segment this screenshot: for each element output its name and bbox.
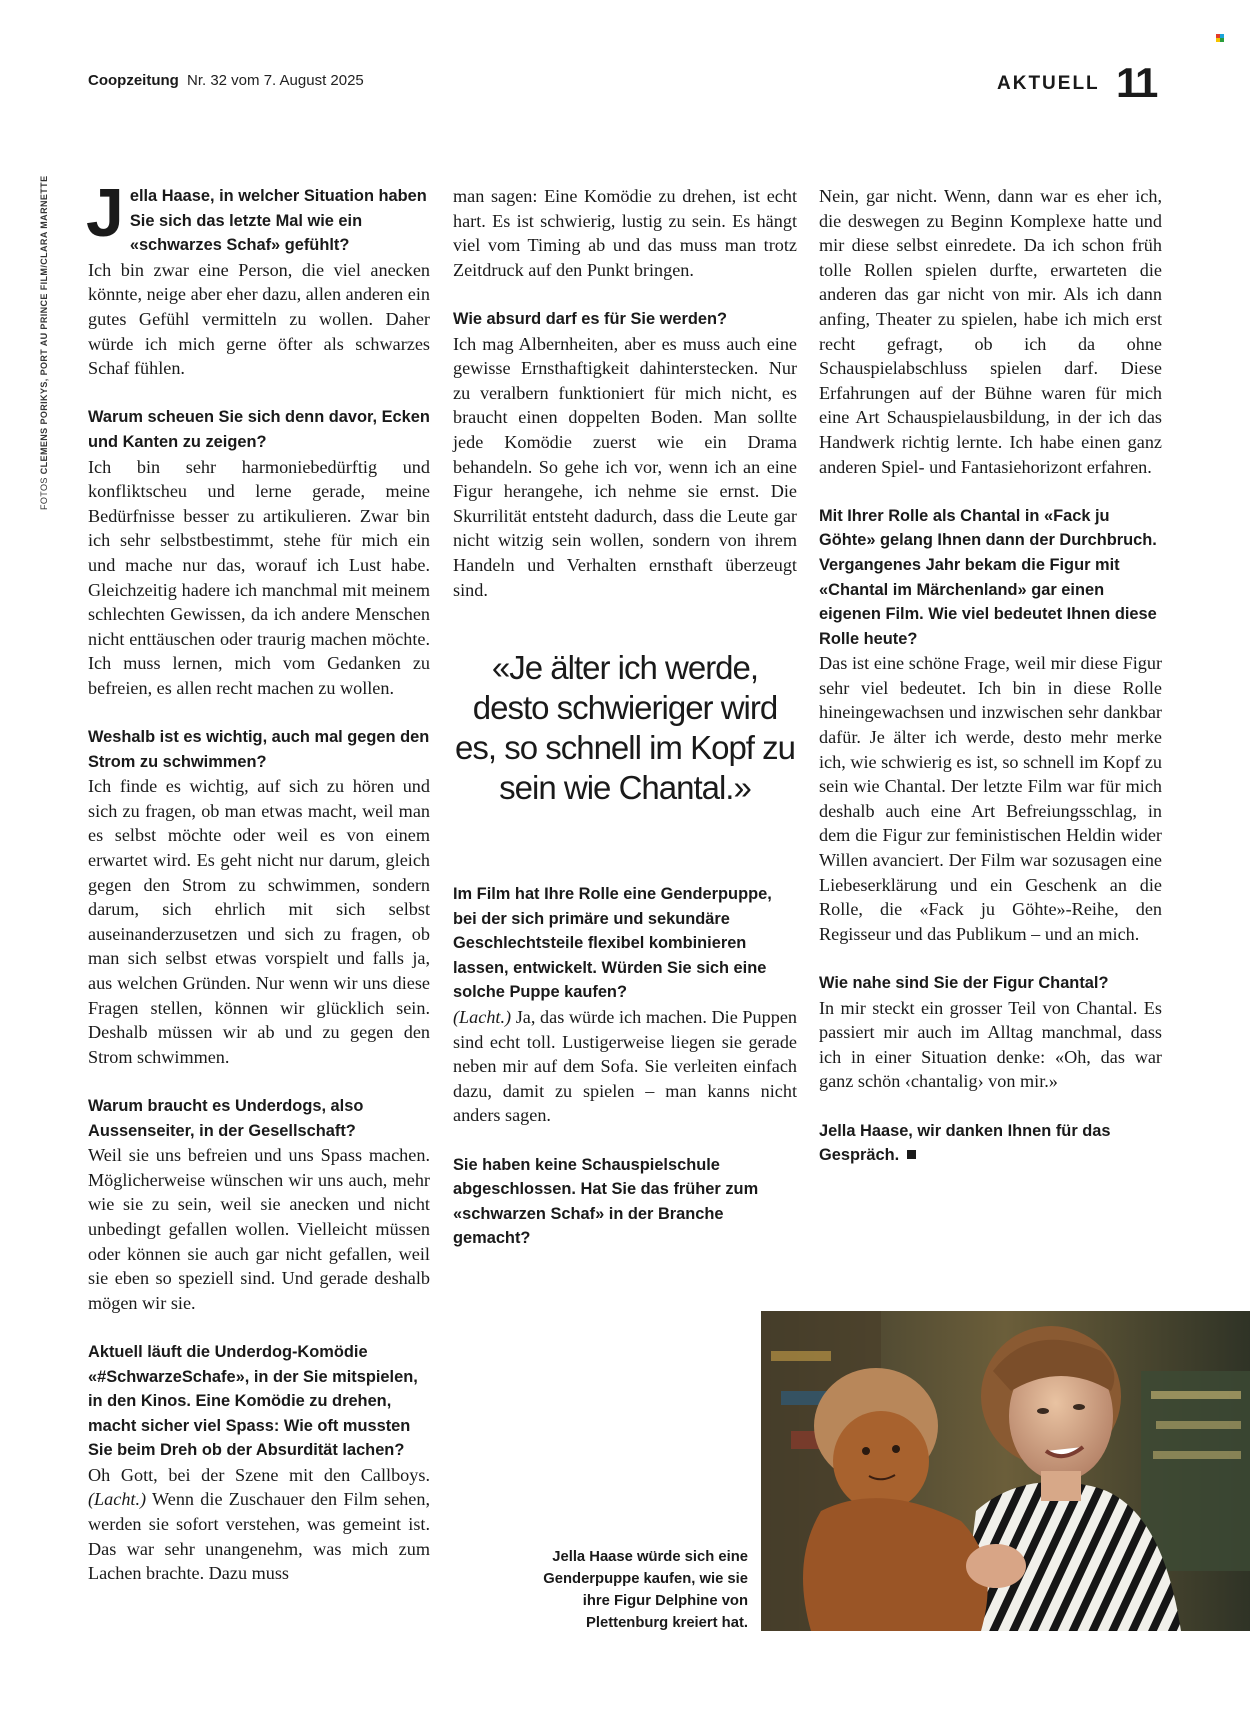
answer-6: Ich mag Albernheiten, aber es muss auch eine gewisse Ernsthaftigkeit dahinterstecken. Nur zu veralbern funktioniert für mich nicht, es braucht einen doppelten Boden. Man sollte jede Komödie zuerst wie ein Drama behandeln. So gehe ich vor, wenn ich an eine Figur herangehe, ich nehme sie ernst. Die Skurrilität entsteht dadurch, dass die Leute gar nicht witzig sein wollen, sondern von ihrem Handeln und Verhalten ernsthaft überzeugt sind. — [453, 333, 797, 600]
closing-text: Jella Haase, wir danken Ihnen für das Gespräch. — [819, 1121, 1111, 1165]
photo-credit-label: FOTOS — [39, 477, 49, 510]
article-column-2 — [453, 184, 797, 627]
article-column-2-lower — [453, 882, 797, 1251]
question-10: Wie nahe sind Sie der Figur Chantal? — [819, 974, 1109, 992]
answer-7 — [453, 1005, 797, 1128]
publication-name: Coopzeitung — [88, 72, 179, 89]
section-title: AKTUELL — [997, 73, 1100, 94]
article-column-1 — [86, 175, 430, 1586]
drop-cap: J — [86, 175, 124, 251]
article-column-3 — [819, 184, 1162, 1168]
question-5: Aktuell läuft die Underdog-Komödie «#SchwarzeSchafe», in der Sie mitspielen, in den Kinos. Eine Komödie zu drehen, macht sicher viel Spass: Wie oft mussten Sie beim Dreh ob der Absurdität lachen? — [88, 1342, 418, 1460]
question-7: Im Film hat Ihre Rolle eine Genderpuppe, bei der sich primäre und sekundäre Geschlechtsteile flexibel kombinieren lassen, entwickelt. Würden Sie sich eine solche Puppe kaufen? — [453, 885, 772, 1002]
answer-5-text-a: Oh Gott, bei der Szene mit den Callboys. — [88, 1464, 430, 1485]
pull-quote: «Je älter ich werde, desto schwieriger wird es, so schnell im Kopf zu sein wie Chantal.» — [455, 649, 795, 806]
intro-question-text: ella Haase, in welcher Situation haben Sie sich das letzte Mal wie ein «schwarzes Schaf» gefühlt? — [129, 187, 427, 255]
question-3: Weshalb ist es wichtig, auch mal gegen den Strom zu schwimmen? — [88, 728, 430, 771]
answer-7-text: Ja, das würde ich machen. Die Puppen sind echt toll. Lustigerweise liegen sie gerade neben mir auf dem Sofa. Sie verleiten einfach dazu, damit zu spielen – man kanns nicht anders sagen. — [453, 1006, 797, 1126]
answer-5 — [88, 1463, 430, 1586]
question-2: Warum scheuen Sie sich denn davor, Ecken und Kanten zu zeigen? — [88, 408, 430, 451]
end-mark-icon — [907, 1150, 916, 1159]
article-photo — [761, 1311, 1250, 1631]
answer-9: Das ist eine schöne Frage, weil mir diese Figur sehr viel bedeutet. Ich bin in diese Rolle hineingewachsen und inzwischen sehr dankbar dafür. Je älter ich werde, desto mehr merke ich, wie schwierig es ist, so schnell im Kopf zu sein wie Chantal. Der letzte Film war für mich deshalb auch eine Art Befreiungsschlag, in dem die Figur zur feministischen Heldin wider Willen avanciert. Der Film war sozusagen eine Liebeserklärung und ein Geschenk an die Rolle, die «Fack ju Göhte»-Reihe, den Regisseur und das Publikum – und an mich. — [819, 653, 1162, 944]
question-8: Sie haben keine Schauspielschule abgeschlossen. Hat Sie das früher zum «schwarzen Schaf» in der Branche gemacht? — [453, 1155, 759, 1248]
answer-4: Weil sie uns befreien und uns Spass machen. Möglicherweise wünschen wir uns auch, mehr wie sie zu sein, weil sie anecken und nicht unbedingt gefallen wollen. Vielleicht müssen oder können sie auch gar nicht gefallen, weil sie eben so speziell sind. Und gerade deshalb mögen wir sie. — [88, 1145, 430, 1313]
photo-caption: Jella Haase würde sich eine Genderpuppe kaufen, wie sie ihre Figur Delphine von Plettenburg kreiert hat. — [543, 1549, 748, 1631]
answer-10: In mir steckt ein grosser Teil von Chantal. Es passiert mir auch im Alltag manchmal, dass ich in einer Situation denke: «Oh, das war ganz schön ‹chantalig› von mir.» — [819, 997, 1162, 1092]
intro-question — [86, 175, 430, 258]
answer-8: Nein, gar nicht. Wenn, dann war es eher ich, die deswegen zu Beginn Komplexe hatte und mir diese selbst einredete. Da ich schon früh tolle Rollen spielen durfte, erwarteten die anderen das gar nicht von mir. Als ich dann anfing, Theater zu spielen, habe ich mich erst recht gefragt, ob ich da ohne Schauspielabschluss spielen darf. Diese Erfahrungen auf der Bühne waren für mich eine Art Schauspielausbildung, in der ich das Handwerk richtig lernte. Ich habe einen ganz anderen Spiel- und Fantasiehorizont erfahren. — [819, 186, 1162, 477]
answer-3: Ich finde es wichtig, auf sich zu hören und sich zu fragen, ob man etwas macht, weil man es selbst möchte oder weil es von einem erwartet wird. Es geht nicht nur darum, gleich gegen den Strom zu schwimmen, sondern darum, sich ehrlich mit sich selbst auseinanderzusetzen und sich zu fragen, ob man sich selbst etwas vorspielt und falls ja, aus welchen Gründen. Nur wenn wir uns diese Fragen stellen, können wir glücklich sein. Deshalb müssen wir ab und zu gegen den Strom schwimmen. — [88, 776, 430, 1067]
answer-5-italic: (Lacht.) — [88, 1489, 147, 1510]
page-number: 11 — [1116, 59, 1157, 106]
answer-5-continued: man sagen: Eine Komödie zu drehen, ist echt hart. Es ist schwierig, lustig zu sein. Es hängt viel vom Timing ab und das muss man trotz Zeitdruck auf den Punkt bringen. — [453, 186, 797, 280]
closing-line — [819, 1119, 1162, 1168]
answer-7-italic: (Lacht.) — [453, 1006, 512, 1027]
answer-2: Ich bin sehr harmoniebedürftig und konfliktscheu und lerne gerade, meine Bedürfnisse besser zu artikulieren. Zwar bin ich sehr selbstbestimmt, stehe für mich ein und mache nur das, worauf ich Lust habe. Gleichzeitig hadere ich manchmal mit meinem schlechten Gewissen, da ich andere Menschen nicht enttäuschen oder traurig machen möchte. Ich muss lernen, mich vom Gedanken zu befreien, es allen recht machen zu wollen. — [88, 456, 430, 698]
question-4: Warum braucht es Underdogs, also Aussenseiter, in der Gesellschaft? — [88, 1096, 364, 1140]
question-6: Wie absurd darf es für Sie werden? — [453, 309, 728, 328]
photo-credit — [39, 170, 49, 510]
intro-answer: Ich bin zwar eine Person, die viel anecken könnte, neige aber eher dazu, allen anderen ein gutes Gefühl vermitteln zu wollen. Daher würde ich mich gerne öfter als schwarzes Schaf fühlen. — [88, 259, 430, 379]
issue-info: Nr. 32 vom 7. August 2025 — [187, 72, 364, 89]
question-9: Mit Ihrer Rolle als Chantal in «Fack ju Göhte» gelang Ihnen dann der Durchbruch. Vergangenes Jahr bekam die Figur mit «Chantal im Märchenland» gar einen eigenen Film. Wie viel bedeutet Ihnen diese Rolle heute? — [819, 506, 1157, 648]
answer-5-text-b: Wenn die Zuschauer den Film sehen, werden sie sofort verstehen, was gemeint ist. Das war sehr unangenehm, was mich zum Lachen brachte. Dazu muss — [88, 1489, 430, 1584]
color-registration-mark — [1216, 34, 1224, 42]
photo-credit-text: CLEMENS PORIKYS, PORT AU PRINCE FILM/CLARA MARNETTE — [39, 175, 49, 475]
